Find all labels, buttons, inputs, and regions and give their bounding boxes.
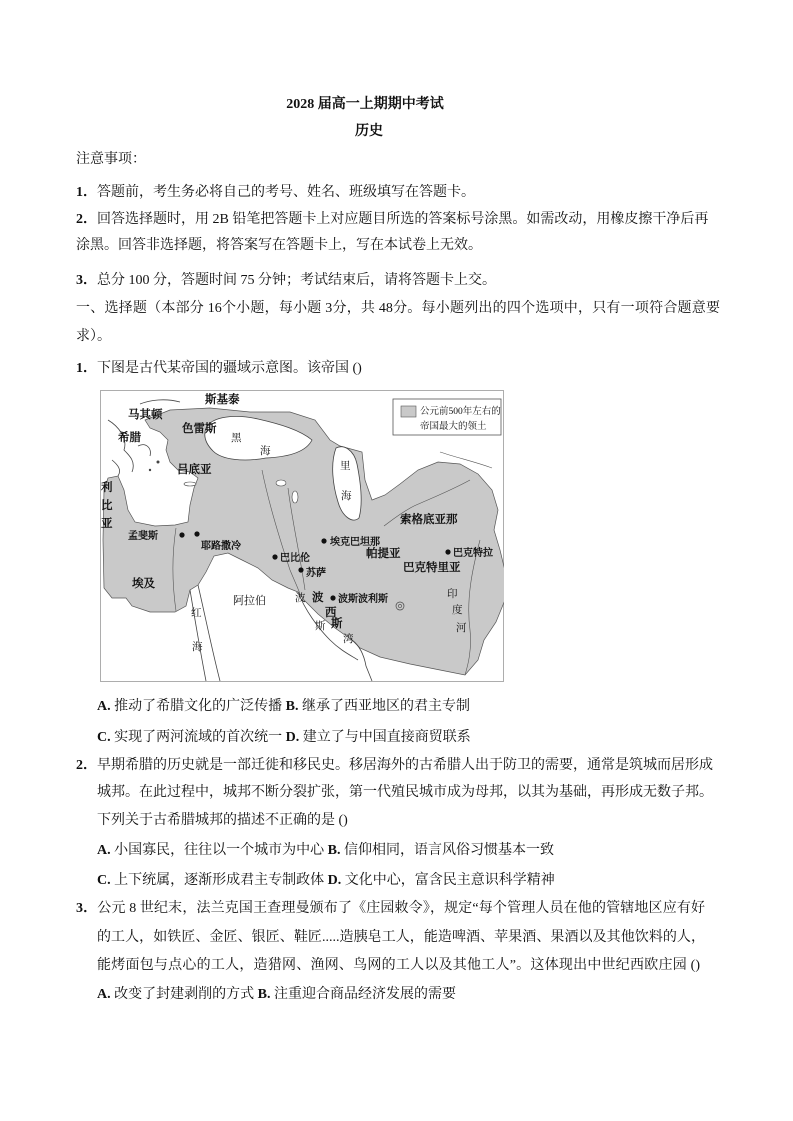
option-label: A. [97, 987, 111, 1002]
label-susa: 苏萨 [306, 568, 326, 579]
label-persepolis: 波斯波利斯 [338, 594, 388, 605]
question-2-options-ab [97, 842, 554, 860]
label-jerusalem: 耶路撒冷 [201, 541, 241, 552]
label-lydia: 吕底亚 [177, 464, 212, 476]
option-label: C. [97, 873, 111, 888]
note-text: 答题前，考生务必将自己的考号、姓名、班级填写在答题卡。 [97, 185, 475, 200]
question-text: 早期希腊的历史就是一部迁徙和移民史。移居海外的古希腊人出于防卫的需要，通常是筑城而居形成 [97, 758, 713, 773]
section-heading-continued: 求）。 [76, 329, 111, 344]
note-item [76, 272, 496, 290]
question-number: 3． [76, 901, 98, 916]
option-label: B. [327, 843, 341, 858]
question-text-continued: 下列关于古希腊城邦的描述不正确的是 () [97, 813, 348, 828]
label-sogdiana: 索格底亚那 [400, 514, 458, 526]
note-number: 2． [76, 212, 97, 227]
label-thrace: 色雷斯 [182, 423, 217, 435]
legend-text: 公元前500年左右的 [420, 407, 501, 417]
option-text: 注重迎合商品经济发展的需要 [273, 987, 456, 1002]
legend-swatch [401, 406, 416, 417]
label-ecbatana: 埃克巴坦那 [330, 537, 380, 548]
note-item [76, 211, 709, 229]
question-text: 下图是古代某帝国的疆域示意图。该帝国 () [97, 361, 362, 376]
note-item [76, 184, 475, 202]
label-persis: 波西斯 [312, 592, 343, 630]
label-scythia: 斯基泰 [205, 394, 240, 406]
aegean-island [149, 469, 151, 471]
note-text-continued: 涂黑。回答非选择题，将答案写在答题卡上，写在本试卷上无效。 [76, 238, 482, 253]
option-text: 上下统属，逐渐形成君主专制政体 [114, 873, 325, 888]
note-number: 1． [76, 185, 97, 200]
option-text: 实现了两河流域的首次统一 [114, 730, 283, 745]
label-arabia: 阿拉伯 [233, 595, 266, 607]
option-text: 推动了希腊文化的广泛传播 [114, 699, 283, 714]
section-heading: 一、选择题（本部分 16个小题，每小题 3分，共 48分。每小题列出的四个选项中，只有一项符合题意要 [76, 301, 720, 316]
label-indus-river: 印度河 [447, 589, 467, 634]
label-macedonia: 马其顿 [128, 409, 163, 421]
option-label: C. [97, 730, 111, 745]
lake-urmia [292, 491, 298, 503]
city-dot-persepolis [330, 595, 335, 600]
question-text-continued: 能烤面包与点心的工人，造猎网、渔网、鸟网的工人以及其他工人”。这体现出中世纪西欧庄园 () [97, 958, 700, 973]
city-dot-jerusalem [194, 531, 199, 536]
city-dot-babylon [272, 554, 277, 559]
question-2-options-cd [97, 872, 555, 890]
subject-title: 历史 [355, 124, 383, 139]
city-dot-bactra [445, 549, 450, 554]
label-egypt: 埃及 [132, 578, 155, 590]
option-label: A. [97, 843, 111, 858]
option-text: 建立了与中国直接商贸联系 [302, 730, 471, 745]
label-red-sea: 红海 [191, 608, 203, 653]
lake-van [276, 480, 286, 486]
empire-territory-map [100, 390, 504, 682]
question-text: 公元 8 世纪末，法兰克国王查理曼颁布了《庄园敕令》，规定“每个管理人员在他的管辖地区应有好 [97, 901, 705, 916]
question-number: 1． [76, 361, 97, 376]
option-text: 小国寡民，往往以一个城市为中心 [114, 843, 325, 858]
question-1-options-cd [97, 729, 471, 747]
question-2-stem [76, 757, 713, 775]
label-bactria: 巴克特里亚 [403, 562, 461, 574]
label-babylon: 巴比伦 [280, 553, 310, 564]
question-text-continued: 城邦。在此过程中，城邦不断分裂扩张，第一代殖民城市成为母邦，以其为基础，再形成无数子邦。 [97, 785, 713, 800]
option-label: D. [285, 730, 300, 745]
label-black-sea: 黑海 [231, 433, 271, 457]
label-parthia: 帕提亚 [366, 548, 401, 560]
label-memphis: 孟斐斯 [128, 531, 158, 542]
city-dot-ecbatana [321, 538, 326, 543]
label-persian-gulf: 波斯湾 [295, 593, 354, 645]
question-3-options-ab [97, 986, 456, 1004]
question-3-stem [76, 900, 705, 918]
option-label: B. [285, 699, 299, 714]
legend-text: 帝国最大的领土 [420, 422, 487, 432]
page-title: 2028 届高一上期期中考试 [286, 97, 444, 112]
option-text: 信仰相同，语言风俗习惯基本一致 [343, 843, 554, 858]
option-label: B. [257, 987, 271, 1002]
label-caspian-sea: 里海 [340, 461, 352, 502]
option-text: 文化中心，富含民主意识科学精神 [344, 873, 555, 888]
question-1-stem [76, 360, 362, 378]
note-text: 总分 100 分，答题时间 75 分钟；考试结束后，请将答题卡上交。 [97, 273, 496, 288]
label-bactra: 巴克特拉 [453, 548, 493, 559]
city-dot-susa [298, 567, 303, 572]
note-text: 回答选择题时，用 2B 铅笔把答题卡上对应题目所选的答案标号涂黑。如需改动，用橡皮擦干净后再 [97, 212, 709, 227]
question-text-continued: 的工人，如铁匠、金匠、银匠、鞋匠.....造胰皂工人，能造啤酒、苹果酒、果酒以及其他饮料的人， [97, 930, 705, 945]
notes-heading: 注意事项： [76, 152, 146, 167]
option-text: 改变了封建剥削的方式 [114, 987, 255, 1002]
option-text: 继承了西亚地区的君主专制 [301, 699, 470, 714]
label-greece: 希腊 [118, 432, 141, 444]
question-1-options-ab [97, 698, 470, 716]
option-label: D. [327, 873, 342, 888]
cyprus [184, 482, 196, 486]
label-libya: 利比亚 [101, 482, 113, 530]
note-number: 3． [76, 273, 97, 288]
question-number: 2． [76, 758, 97, 773]
option-label: A. [97, 699, 111, 714]
city-dot-memphis [179, 532, 184, 537]
aegean-island [157, 461, 160, 464]
